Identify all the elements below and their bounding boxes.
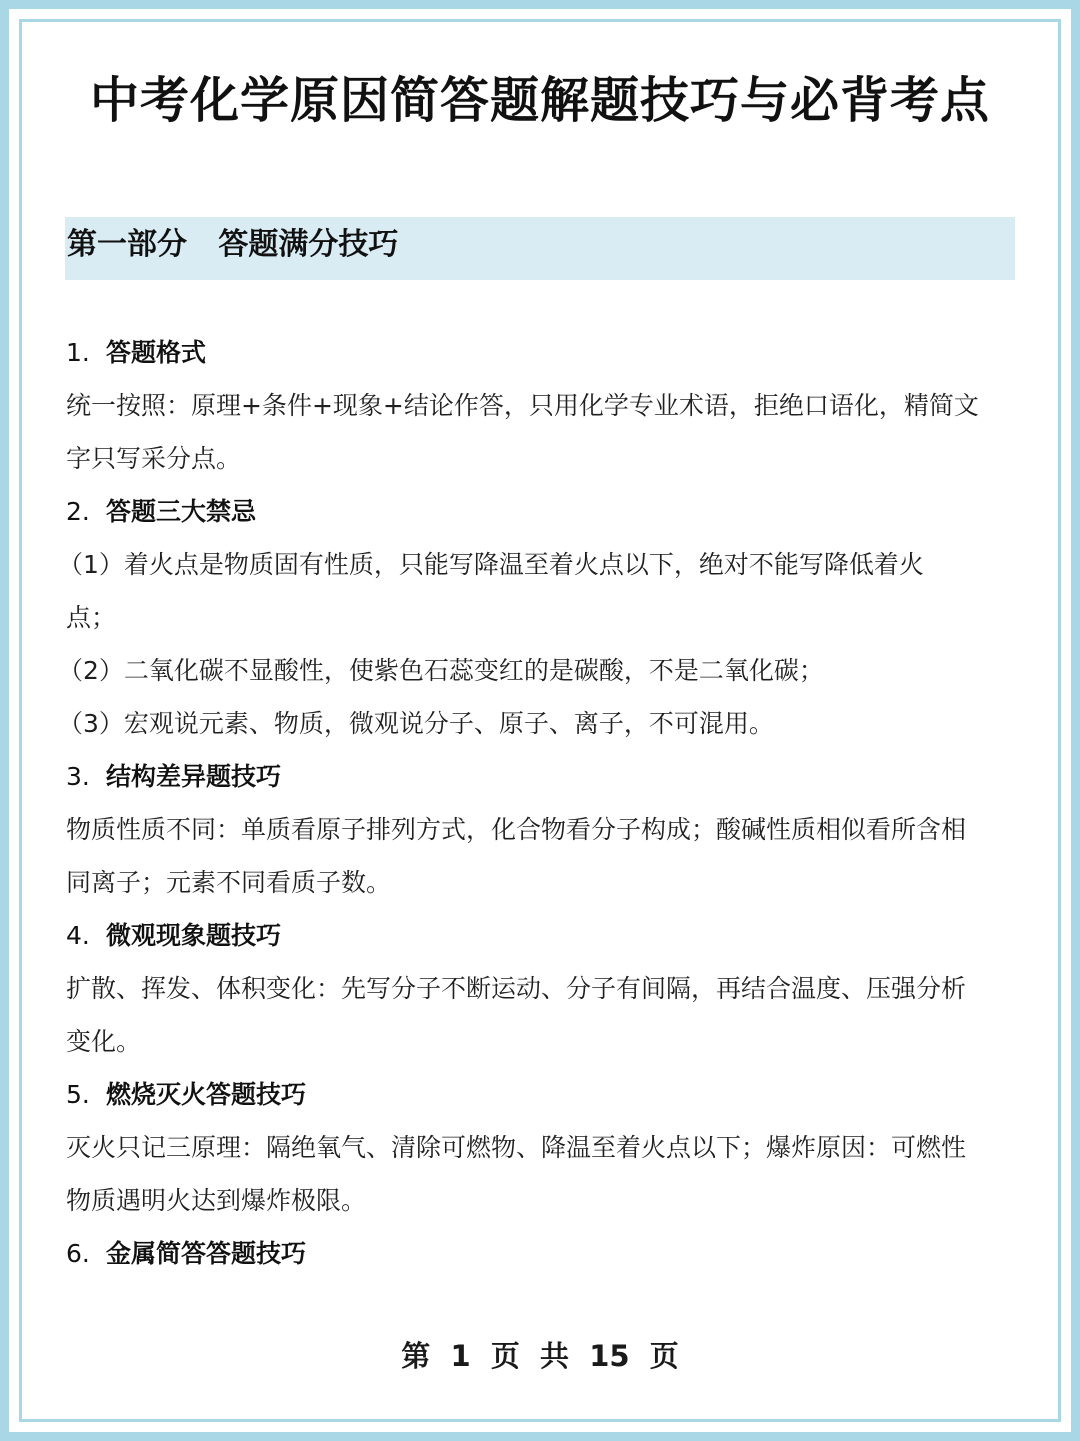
body-line: 灭火只记三原理：隔绝氧气、清除可燃物、降温至着火点以下；爆炸原因：可燃性 bbox=[66, 1133, 967, 1162]
body-line: （1）着火点是物质固有性质，只能写降温至着火点以下，绝对不能写降低着火 bbox=[58, 550, 924, 579]
body-line: 变化。 bbox=[66, 1027, 142, 1056]
item-title: 答题三大禁忌 bbox=[106, 497, 257, 526]
item-title: 燃烧灭火答题技巧 bbox=[106, 1080, 307, 1109]
body-line: 字只写采分点。 bbox=[66, 444, 242, 473]
item-number: 6. bbox=[66, 1239, 90, 1268]
item-title: 微观现象题技巧 bbox=[106, 921, 282, 950]
body-line: 物质性质不同：单质看原子排列方式，化合物看分子构成；酸碱性质相似看所含相 bbox=[66, 815, 967, 844]
body-line: 统一按照：原理+条件+现象+结论作答，只用化学专业术语，拒绝口语化，精简文 bbox=[66, 391, 979, 420]
content-body bbox=[58, 326, 1016, 1280]
item-heading bbox=[66, 485, 1016, 538]
body-line: （2）二氧化碳不显酸性，使紫色石蕊变红的是碳酸，不是二氧化碳； bbox=[58, 656, 824, 685]
body-line: 点； bbox=[66, 603, 117, 632]
item-heading bbox=[66, 326, 1016, 379]
item-heading bbox=[66, 909, 1016, 962]
item-heading bbox=[66, 1068, 1016, 1121]
item-number: 3. bbox=[66, 762, 90, 791]
body-line: 扩散、挥发、体积变化：先写分子不断运动、分子有间隔，再结合温度、压强分析 bbox=[66, 974, 967, 1003]
page-number-footer: 第 1 页 共 15 页 bbox=[401, 1339, 679, 1373]
body-line: （3）宏观说元素、物质，微观说分子、原子、离子，不可混用。 bbox=[58, 709, 774, 738]
page-title: 中考化学原因简答题解题技巧与必背考点 bbox=[89, 72, 990, 129]
section-title: 第一部分 答题满分技巧 bbox=[67, 227, 399, 262]
item-title: 结构差异题技巧 bbox=[106, 762, 282, 791]
item-number: 5. bbox=[66, 1080, 90, 1109]
body-line: 同离子；元素不同看质子数。 bbox=[66, 868, 392, 897]
item-title: 答题格式 bbox=[106, 338, 207, 367]
item-title: 金属简答答题技巧 bbox=[106, 1239, 307, 1268]
item-number: 1. bbox=[66, 338, 90, 367]
item-number: 2. bbox=[66, 497, 90, 526]
body-line: 物质遇明火达到爆炸极限。 bbox=[66, 1186, 367, 1215]
item-number: 4. bbox=[66, 921, 90, 950]
item-heading bbox=[66, 750, 1016, 803]
item-heading bbox=[66, 1227, 1016, 1280]
